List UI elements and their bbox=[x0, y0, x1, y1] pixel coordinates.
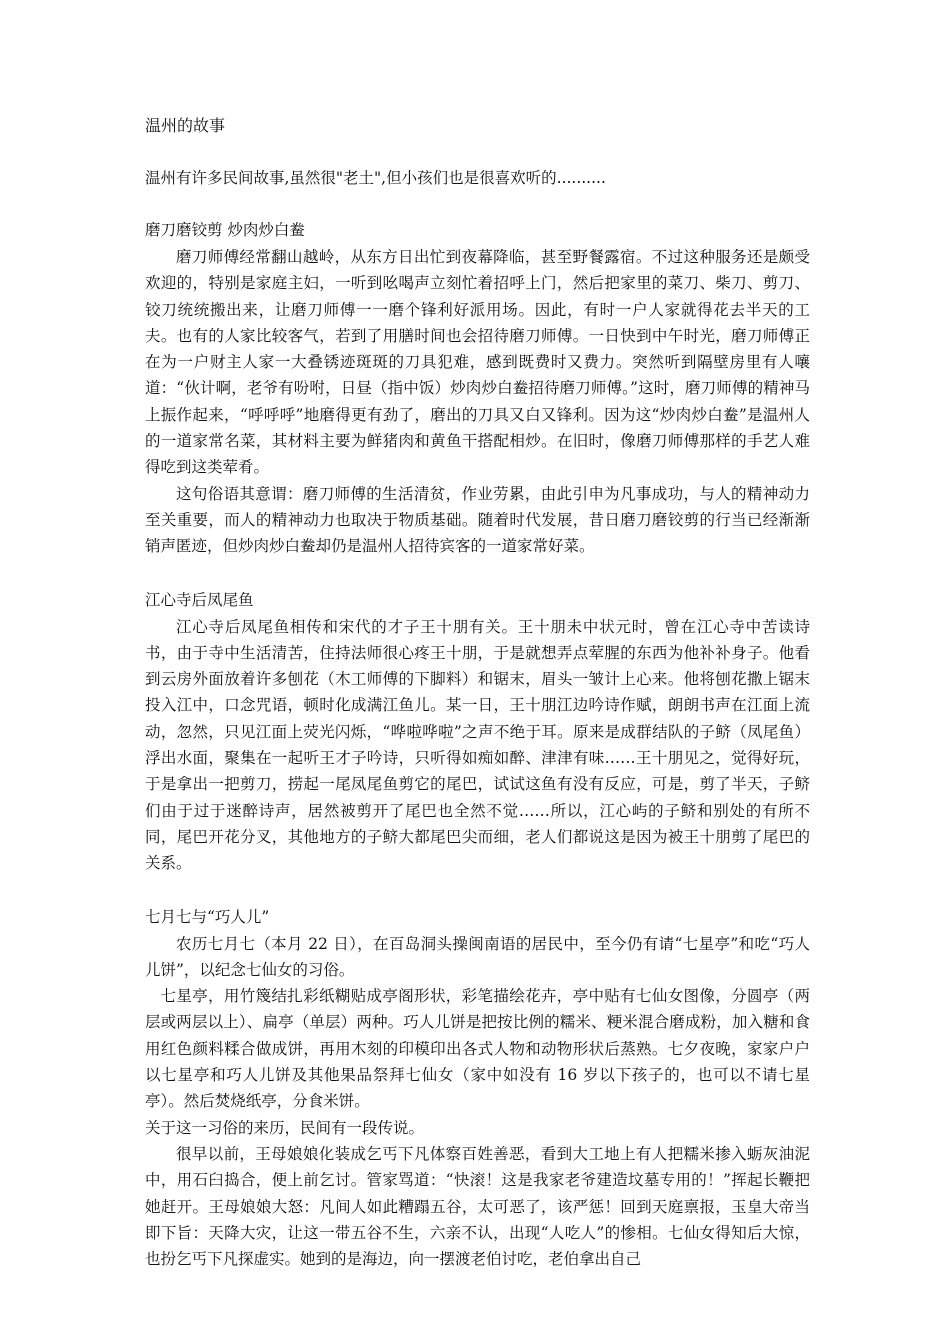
spacer bbox=[145, 560, 810, 586]
paragraph: 农历七月七（本月 22 日），在百岛洞头操闽南语的居民中，至今仍有请“七星亭”和吃“巧人儿饼”，以纪念七仙女的习俗。 bbox=[145, 934, 810, 979]
document-title: 温州的故事 bbox=[145, 116, 226, 135]
document-page bbox=[145, 112, 810, 1272]
spacer bbox=[145, 140, 810, 164]
paragraph: 江心寺后凤尾鱼相传和宋代的才子王十朋有关。王十朋未中状元时，曾在江心寺中苦读诗书，由于寺中生活清苦，住持法师很心疼王十朋，于是就想弄点荤腥的东西为他补补身子。他看到云房外面放着许多刨花（木工师傅的下脚料）和锯末，眉头一皱计上心来。他将刨花撒上锯末投入江中，口念咒语，顿时化成满江鱼儿。某一日，王十朋江边吟诗作赋，朗朗书声在江面上流动，忽然，只见江面上荧光闪烁，“哗啦哗啦”之声不绝于耳。原来是成群结队的子鲚（凤尾鱼）浮出水面，聚集在一起听王才子吟诗，只听得如痴如醉、津津有味……王十朋见之，觉得好玩，于是拿出一把剪刀，捞起一尾凤尾鱼剪它的尾巴，试试这鱼有没有反应，可是，剪了半天，子鲚们由于过于迷醉诗声，居然被剪开了尾巴也全然不觉……所以，江心屿的子鲚和别处的有所不同，尾巴开花分叉，其他地方的子鲚大都尾巴尖而细，老人们都说这是因为被王十朋剪了尾巴的关系。 bbox=[145, 617, 810, 873]
section-heading-mo-dao: 磨刀磨铰剪 炒肉炒白鲞 bbox=[145, 221, 305, 239]
section-heading-jiang-xin-si: 江心寺后凤尾鱼 bbox=[145, 590, 254, 609]
paragraph: 很早以前，王母娘娘化装成乞丐下凡体察百姓善恶，看到大工地上有人把糯米掺入蛎灰油泥中，用石臼捣合，便上前乞讨。管家骂道：“快滚！这是我家老爷建造坟墓专用的！”挥起长鞭把她赶开。王母娘娘大怒：凡间人如此糟蹋五谷，太可恶了，该严惩！回到天庭禀报，玉皇大帝当即下旨：天降大灾，让这一带五谷不生，六亲不认，出现“人吃人”的惨相。七仙女得知后大惊，也扮乞丐下凡探虚实。她到的是海边，向一摆渡老伯讨吃，老伯拿出自己 bbox=[145, 1144, 810, 1269]
paragraph: 这句俗语其意谓：磨刀师傅的生活清贫，作业劳累，由此引申为凡事成功，与人的精神动力至关重要，而人的精神动力也取决于物质基础。随着时代发展，昔日磨刀磨铰剪的行当已经渐渐销声匿迹，但炒肉炒白鲞却仍是温州人招待宾客的一道家常好菜。 bbox=[145, 484, 810, 556]
intro-text: 温州有许多民间故事,虽然很"老土",但小孩们也是很喜欢听的.......... bbox=[145, 169, 606, 187]
spacer bbox=[145, 192, 810, 216]
paragraph: 七星亭，用竹篾结扎彩纸糊贴成亭阁形状，彩笔描绘花卉，亭中贴有七仙女图像，分圆亭（两层或两层以上）、扁亭（单层）两种。巧人儿饼是把按比例的糯米、粳米混合磨成粉，加入糖和食用红色颜料糅合做成饼，再用木刻的印模印出各式人物和动物形状后蒸熟。七夕夜晚，家家户户以七星亭和巧人儿饼及其他果品祭拜七仙女（家中如没有 16 岁以下孩子的，也可以不请七星亭）。然后焚烧纸亭，分食米饼。 bbox=[145, 987, 810, 1111]
paragraph: 磨刀师傅经常翻山越岭，从东方日出忙到夜幕降临，甚至野餐露宿。不过这种服务还是颇受欢迎的，特别是家庭主妇，一听到吆喝声立刻忙着招呼上门，然后把家里的菜刀、柴刀、剪刀、铰刀统统搬出来，让磨刀师傅一一磨个锋利好派用场。因此，有时一户人家就得花去半天的工夫。也有的人家比较客气，若到了用膳时间也会招待磨刀师傅。一日快到中午时光，磨刀师傅正在为一户财主人家一大叠锈迹斑斑的刀具犯难，感到既费时又费力。突然听到隔壁房里有人嚷道：“伙计啊，老爷有吩咐，日昼（指中饭）炒肉炒白鲞招待磨刀师傅。”这时，磨刀师傅的精神马上振作起来，“呼呼呼”地磨得更有劲了，磨出的刀具又白又锋利。因为这“炒肉炒白鲞”是温州人的一道家常名菜，其材料主要为鲜猪肉和黄鱼干搭配相炒。在旧时，像磨刀师傅那样的手艺人难得吃到这类荤肴。 bbox=[145, 248, 810, 477]
section-heading-qi-yue-qi: 七月七与“巧人儿” bbox=[145, 907, 270, 926]
spacer bbox=[145, 877, 810, 903]
paragraph: 关于这一习俗的来历，民间有一段传说。 bbox=[145, 1118, 425, 1137]
